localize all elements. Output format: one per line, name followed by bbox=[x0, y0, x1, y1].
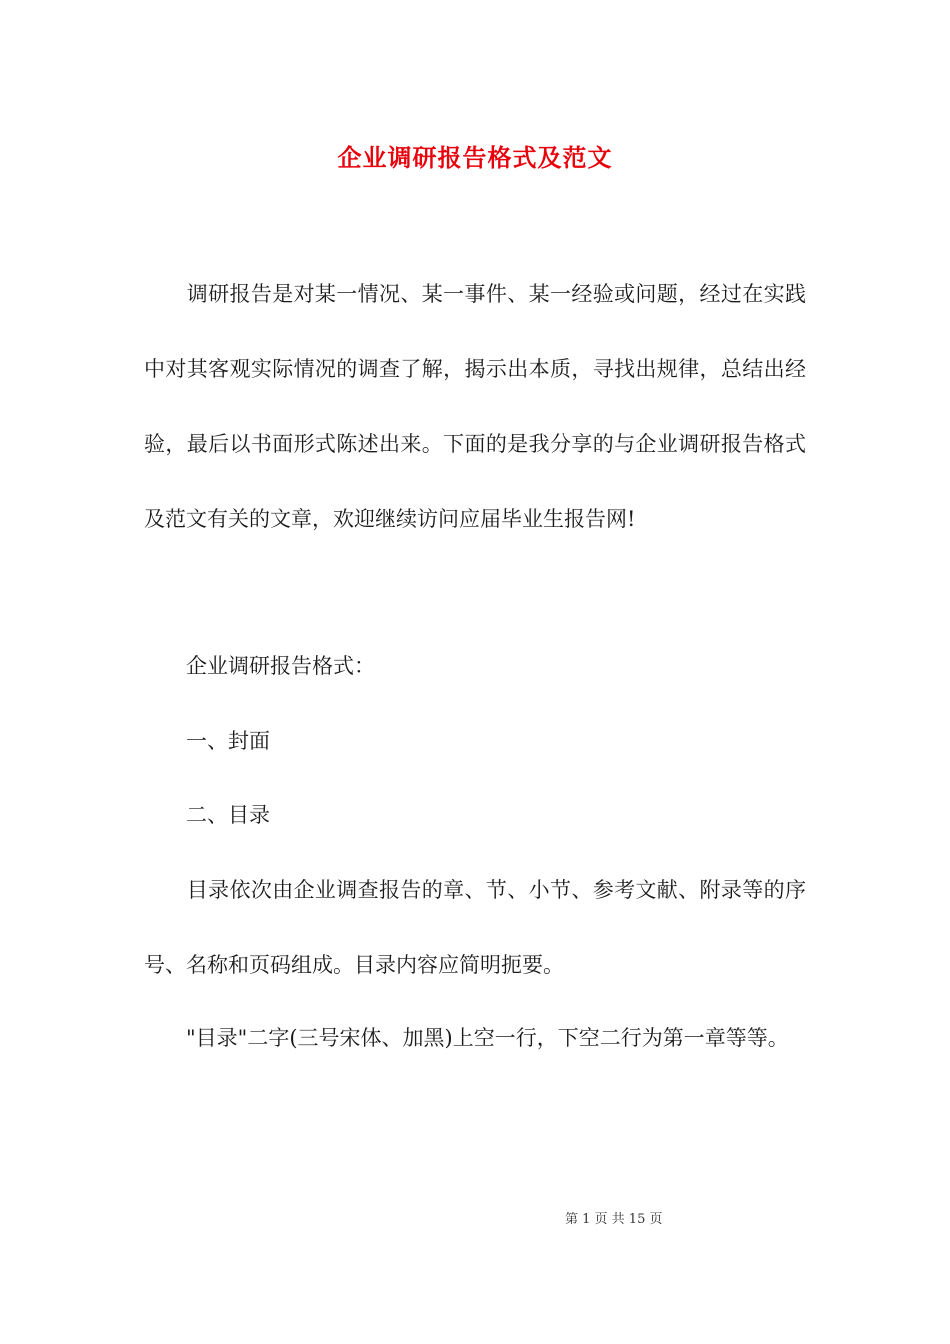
document-title: 企业调研报告格式及范文 bbox=[337, 143, 613, 172]
paragraph-toc-desc: 目录依次由企业调查报告的章、节、小节、参考文献、附录等的序号、名称和页码组成。目录内容应简明扼要。 bbox=[144, 878, 806, 977]
paragraph-cover: 一、封面 bbox=[144, 729, 270, 753]
page-number: 第 1 页 共 15 页 bbox=[565, 1212, 663, 1227]
paragraph-toc: 二、目录 bbox=[144, 803, 270, 827]
paragraph-intro: 调研报告是对某一情况、某一事件、某一经验或问题，经过在实践中对其客观实际情况的调查了解，揭示出本质，寻找出规律，总结出经验，最后以书面形式陈述出来。下面的是我分享的与企业调研报告格式及范文有关的文章，欢迎继续访问应届毕业生报告网! bbox=[144, 282, 806, 531]
paragraph-format-heading: 企业调研报告格式： bbox=[144, 654, 375, 678]
paragraph-toc-format: "目录"二字(三号宋体、加黑)上空一行，下空二行为第一章等等。 bbox=[144, 1026, 789, 1050]
